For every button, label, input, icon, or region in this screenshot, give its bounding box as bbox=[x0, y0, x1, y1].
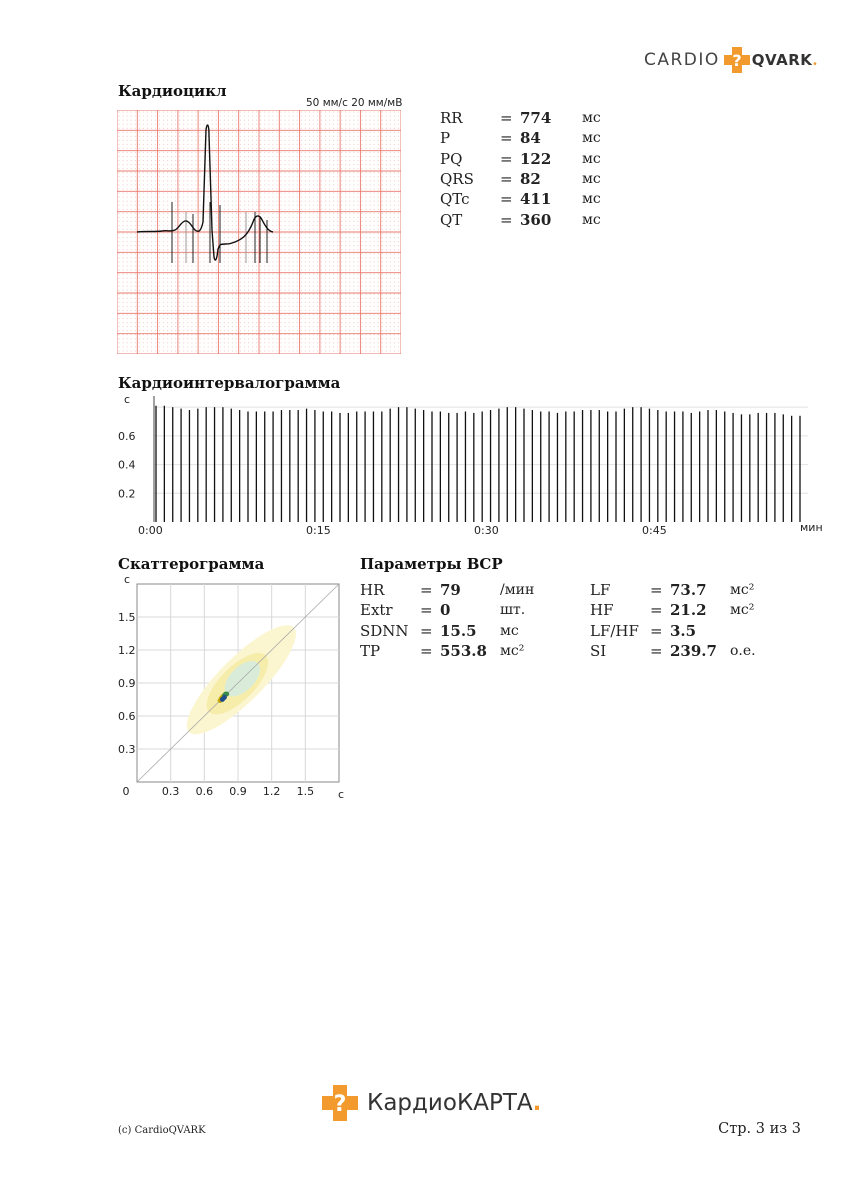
logo-text-cardio: CARDIO bbox=[644, 50, 720, 70]
cc-param-equals: = bbox=[500, 210, 513, 229]
hrv-param-unit: мс² bbox=[500, 643, 525, 660]
scatter-y-label: с bbox=[124, 573, 131, 586]
hrv-param-name: LF/HF bbox=[590, 621, 639, 640]
scatter-x-tick: 0.6 bbox=[195, 785, 214, 798]
cc-param-value: 84 bbox=[520, 129, 541, 148]
cc-param-row bbox=[440, 189, 622, 209]
interval-x-label: мин bbox=[800, 521, 823, 534]
hrv-param-equals: = bbox=[650, 642, 663, 661]
hrv-params-left bbox=[360, 580, 550, 661]
cc-param-name: P bbox=[440, 129, 451, 148]
cc-param-value: 360 bbox=[520, 210, 552, 229]
hrv-param-row bbox=[590, 580, 780, 600]
hrv-param-value: 21.2 bbox=[670, 601, 707, 620]
interval-x-tick: 0:45 bbox=[642, 524, 667, 537]
hrv-param-row bbox=[360, 600, 550, 620]
cc-param-name: PQ bbox=[440, 149, 463, 168]
interval-x-tick: 0:00 bbox=[138, 524, 163, 537]
hrv-param-value: 15.5 bbox=[440, 621, 477, 640]
cardiocycle-params-table bbox=[440, 108, 622, 230]
hrv-param-row bbox=[590, 621, 780, 641]
scatter-x-tick: 1.5 bbox=[296, 785, 315, 798]
hrv-param-unit: шт. bbox=[500, 602, 526, 619]
interval-title: Кардиоинтервалограмма bbox=[118, 374, 341, 392]
hrv-params-right bbox=[590, 580, 780, 661]
hrv-param-row bbox=[590, 600, 780, 620]
hrv-param-value: 553.8 bbox=[440, 642, 487, 661]
hrv-param-name: HF bbox=[590, 601, 614, 620]
cc-param-row bbox=[440, 169, 622, 189]
scatter-x-tick: 0.9 bbox=[229, 785, 247, 798]
interval-x-tick: 0:30 bbox=[474, 524, 499, 537]
hrv-param-value: 79 bbox=[440, 581, 461, 600]
scatter-y-tick: 1.2 bbox=[118, 644, 136, 657]
hrv-param-unit: мс bbox=[500, 622, 519, 639]
hrv-param-unit: мс² bbox=[730, 602, 755, 619]
cardioqvark-logo bbox=[644, 44, 818, 76]
scatter-x-tick: 0.3 bbox=[161, 785, 180, 798]
cc-param-name: QT bbox=[440, 210, 463, 229]
cc-param-unit: мс bbox=[582, 150, 601, 167]
hrv-param-row bbox=[590, 641, 780, 661]
interval-x-tick: 0:15 bbox=[306, 524, 331, 537]
cc-param-unit: мс bbox=[582, 211, 601, 228]
scatter-chart bbox=[112, 572, 352, 804]
hrv-param-name: TP bbox=[360, 642, 381, 661]
cc-param-row bbox=[440, 149, 622, 169]
cc-param-unit: мс bbox=[582, 191, 601, 208]
cc-param-row bbox=[440, 128, 622, 148]
interval-chart bbox=[112, 392, 824, 540]
hrv-param-unit bbox=[730, 621, 780, 641]
interval-y-tick: 0.6 bbox=[118, 429, 136, 443]
cc-param-unit: мс bbox=[582, 171, 601, 188]
cc-param-equals: = bbox=[500, 190, 513, 209]
cc-param-row bbox=[440, 209, 622, 229]
cardiocycle-title: Кардиоцикл bbox=[118, 82, 227, 100]
hrv-param-equals: = bbox=[420, 621, 433, 640]
hrv-param-name: LF bbox=[590, 581, 611, 600]
hrv-param-value: 3.5 bbox=[670, 621, 697, 640]
cc-param-name: QRS bbox=[440, 170, 474, 189]
cc-param-value: 122 bbox=[520, 149, 552, 168]
hrv-param-unit: мс² bbox=[730, 582, 755, 599]
scatter-x-tick: 0 bbox=[122, 785, 130, 798]
interval-y-tick: 0.4 bbox=[118, 458, 136, 472]
hrv-param-unit: /мин bbox=[500, 582, 535, 599]
logo-glyph: ? bbox=[732, 51, 742, 70]
hrv-param-name: Extr bbox=[360, 601, 393, 620]
hrv-param-value: 73.7 bbox=[670, 581, 707, 600]
hrv-param-row bbox=[360, 621, 550, 641]
kardiokarta-logo bbox=[322, 1084, 541, 1122]
hrv-param-equals: = bbox=[650, 621, 663, 640]
cc-param-value: 411 bbox=[520, 190, 552, 209]
hrv-param-value: 239.7 bbox=[670, 642, 717, 661]
hrv-title: Параметры ВСР bbox=[360, 555, 503, 573]
hrv-param-equals: = bbox=[650, 581, 663, 600]
hrv-param-value: 0 bbox=[440, 601, 451, 620]
scatter-y-tick: 0.3 bbox=[118, 743, 136, 756]
interval-y-tick: 0.2 bbox=[118, 487, 136, 501]
cc-param-equals: = bbox=[500, 170, 513, 189]
logo-text-qvark: QVARK bbox=[751, 51, 813, 69]
hrv-param-name: SI bbox=[590, 642, 607, 661]
scatter-x-label: с bbox=[338, 788, 345, 801]
scatter-x-tick: 1.2 bbox=[262, 785, 281, 798]
ecg-grid-chart bbox=[117, 110, 401, 354]
hrv-param-name: SDNN bbox=[360, 621, 409, 640]
logo-dot: . bbox=[812, 51, 818, 69]
hrv-param-row bbox=[360, 580, 550, 600]
cc-param-name: QTc bbox=[440, 190, 470, 209]
copyright-text: (c) CardioQVARK bbox=[118, 1125, 206, 1136]
ecg-scale-label: 50 мм/с 20 мм/мВ bbox=[306, 97, 403, 109]
hrv-param-row bbox=[360, 641, 550, 661]
kardiokarta-text: КардиоКАРТА bbox=[367, 1090, 533, 1116]
hrv-param-unit: о.е. bbox=[730, 643, 756, 660]
kardiokarta-glyph: ? bbox=[333, 1092, 347, 1117]
kardiokarta-question-icon bbox=[322, 1085, 358, 1121]
hrv-param-name: HR bbox=[360, 581, 385, 600]
cc-param-equals: = bbox=[500, 109, 513, 128]
cc-param-unit: мс bbox=[582, 110, 601, 127]
scatter-y-tick: 1.5 bbox=[118, 611, 136, 624]
page-number: Стр. 3 из 3 bbox=[718, 1121, 801, 1137]
scatter-y-tick: 0.6 bbox=[118, 710, 136, 723]
cc-param-value: 82 bbox=[520, 170, 541, 189]
hrv-param-equals: = bbox=[420, 601, 433, 620]
scatter-y-tick: 0.9 bbox=[118, 677, 136, 690]
cc-param-unit: мс bbox=[582, 130, 601, 147]
cc-param-row bbox=[440, 108, 622, 128]
scatter-point bbox=[221, 696, 226, 701]
kardiokarta-dot: . bbox=[532, 1090, 542, 1116]
hrv-param-equals: = bbox=[420, 642, 433, 661]
logo-question-icon bbox=[724, 47, 750, 73]
cc-param-equals: = bbox=[500, 129, 513, 148]
cc-param-equals: = bbox=[500, 149, 513, 168]
cc-param-name: RR bbox=[440, 109, 463, 128]
scatter-title: Скаттерограмма bbox=[118, 555, 265, 573]
hrv-param-equals: = bbox=[650, 601, 663, 620]
interval-y-label: с bbox=[124, 393, 131, 406]
cc-param-value: 774 bbox=[520, 109, 552, 128]
hrv-param-equals: = bbox=[420, 581, 433, 600]
